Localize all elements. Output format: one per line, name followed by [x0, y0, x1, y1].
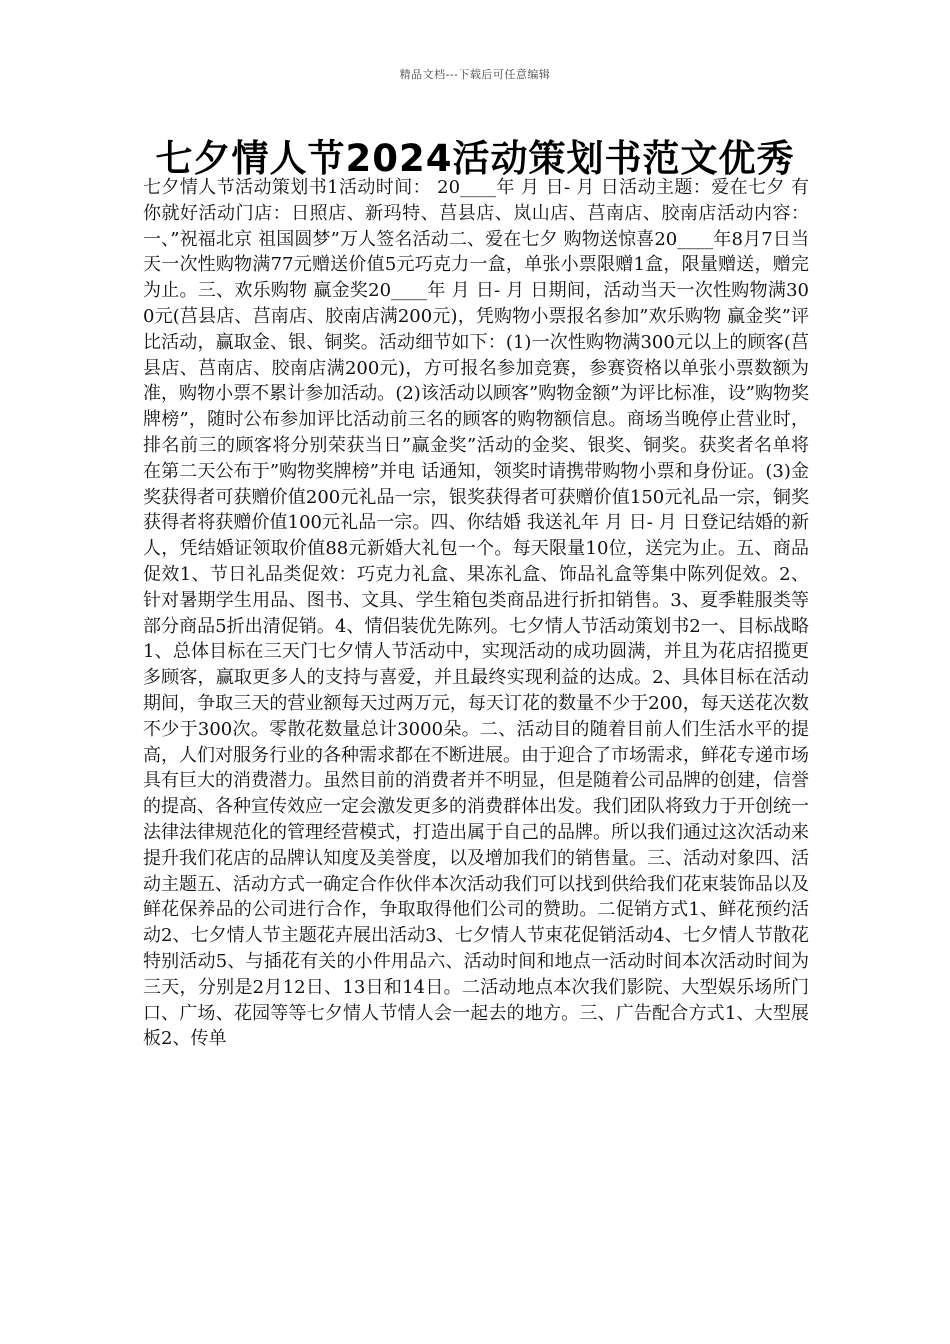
- document-body: [143, 175, 809, 1052]
- body-paragraph: 七夕情人节活动策划书1活动时间： 20____年 月 日- 月 日活动主题：爱在七夕 有你就好活动门店：日照店、新玛特、莒县店、岚山店、莒南店、胶南店活动内容：一、”祝福北京 祖国圆梦”万人签名活动二、爱在七夕 购物送惊喜20____年8月7日当天一次性购物满77元赠送价值5元巧克力一盒，单张小票限赠1盒，限量赠送，赠完为止。三、欢乐购物 赢金奖20____年 月 日- 月 日期间，活动当天一次性购物满300元(莒县店、莒南店、胶南店满200元)，凭购物小票报名参加”欢乐购物 赢金奖”评比活动，赢取金、银、铜奖。活动细节如下：(1)一次性购物满300元以上的顾客(莒县店、莒南店、胶南店满200元)，方可报名参加竞赛，参赛资格以单张小票数额为准，购物小票不累计参加活动。(2)该活动以顾客”购物金额”为评比标准，设”购物奖牌榜”，随时公布参加评比活动前三名的顾客的购物额信息。商场当晚停止营业时，排名前三的顾客将分别荣获当日”赢金奖”活动的金奖、银奖、铜奖。获奖者名单将在第二天公布于”购物奖牌榜”并电 话通知，领奖时请携带购物小票和身份证。(3)金奖获得者可获赠价值200元礼品一宗，银奖获得者可获赠价值150元礼品一宗，铜奖获得者将获赠价值100元礼品一宗。四、你结婚 我送礼年 月 日- 月 日登记结婚的新人，凭结婚证领取价值88元新婚大礼包一个。每天限量10位，送完为止。五、商品促效1、节日礼品类促效：巧克力礼盒、果冻礼盒、饰品礼盒等集中陈列促效。2、针对暑期学生用品、图书、文具、学生箱包类商品进行折扣销售。3、夏季鞋服类等部分商品5折出清促销。4、情侣装优先陈列。七夕情人节活动策划书2一、目标战略1、总体目标在三天门七夕情人节活动中，实现活动的成功圆满，并且为花店招揽更多顾客，赢取更多人的支持与喜爱，并且最终实现利益的达成。2、具体目标在活动期间，争取三天的营业额每天过两万元，每天订花的数量不少于200，每天送花次数不少于300次。零散花数量总计3000朵。二、活动目的随着目前人们生活水平的提高，人们对服务行业的各种需求都在不断进展。由于迎合了市场需求，鲜花专递市场具有巨大的消费潜力。虽然目前的消费者并不明显，但是随着公司品牌的创建，信誉的提高、各种宣传效应一定会激发更多的消费群体出发。我们团队将致力于开创统一法律法律规范化的管理经营模式，打造出属于自己的品牌。所以我们通过这次活动来提升我们花店的品牌认知度及美誉度，以及增加我们的销售量。三、活动对象四、活动主题五、活动方式一确定合作伙伴本次活动我们可以找到供给我们花束装饰品以及鲜花保养品的公司进行合作，争取取得他们公司的赞助。二促销方式1、鲜花预约活动2、七夕情人节主题花卉展出活动3、七夕情人节束花促销活动4、七夕情人节散花特别活动5、与插花有关的小件用品六、活动时间和地点一活动时间本次活动时间为三天，分别是2月12日、13日和14日。二活动地点本次我们影院、大型娱乐场所门口、广场、花园等等七夕情人节情人会一起去的地方。三、广告配合方式1、大型展板2、传单: [143, 177, 809, 1050]
- header-note: 精品文档---下载后可任意编辑: [399, 68, 551, 81]
- document-title: 七夕情人节2024活动策划书范文优秀: [155, 137, 795, 180]
